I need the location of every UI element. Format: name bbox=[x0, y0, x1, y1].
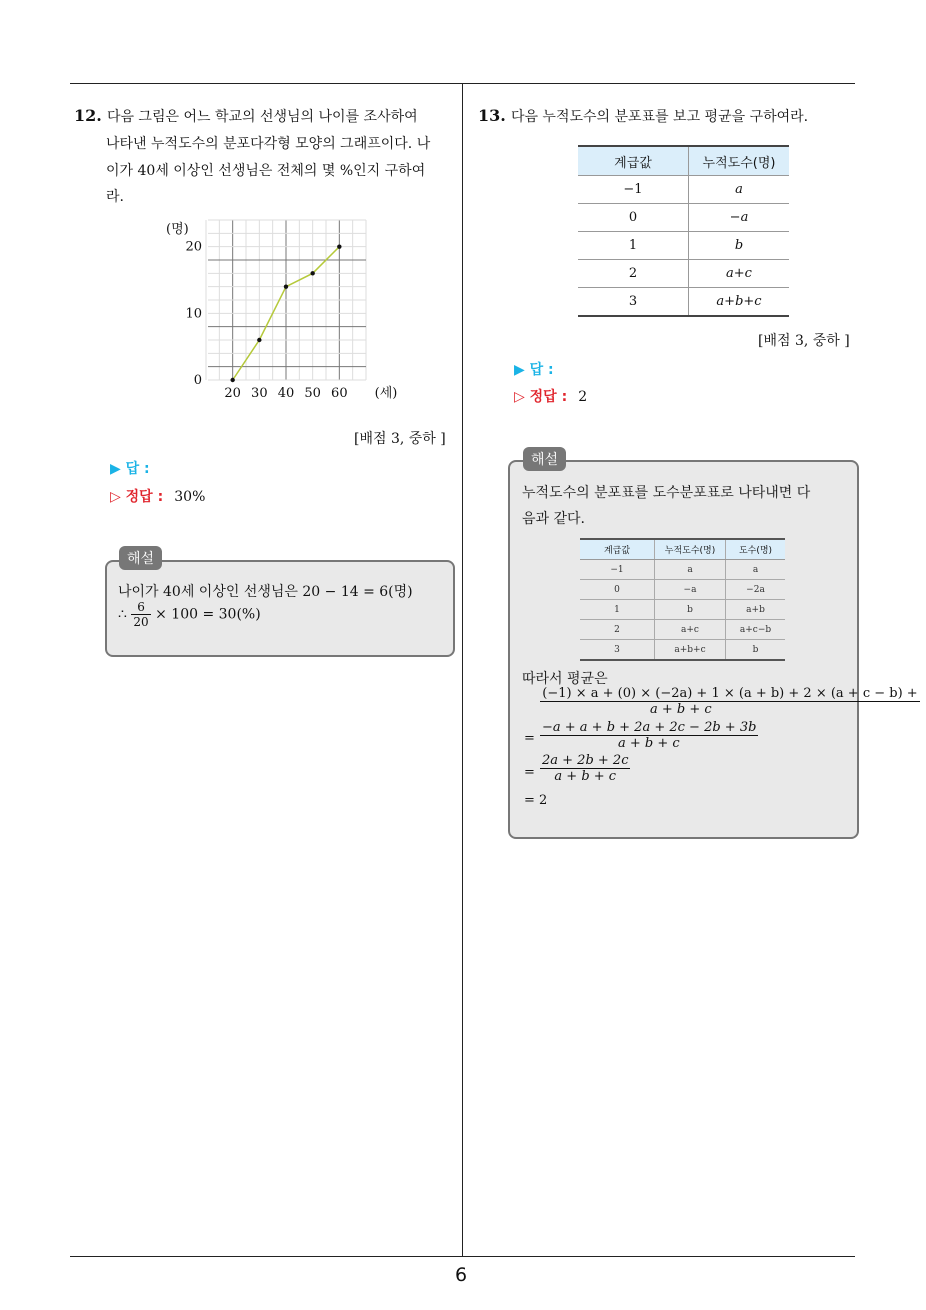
table-row bbox=[580, 560, 785, 580]
solution-fraction-numerator: 6 bbox=[131, 600, 150, 615]
data-point bbox=[230, 378, 234, 382]
question-12-text-line1: 다음 그림은 어느 학교의 선생님의 나이를 조사하여 bbox=[106, 109, 418, 125]
frequency-table bbox=[580, 538, 785, 661]
mean-fraction-1 bbox=[540, 686, 920, 717]
table-cell: a bbox=[726, 560, 786, 580]
chart-grid bbox=[206, 220, 366, 380]
question-12-answer-label: ▶ 답 : bbox=[110, 461, 150, 477]
table-row bbox=[580, 580, 785, 600]
eq-sign-1: = bbox=[524, 731, 535, 746]
question-12-correct bbox=[110, 486, 205, 506]
x-tick-label: 50 bbox=[304, 386, 321, 401]
question-13-number: 13. bbox=[478, 106, 506, 125]
data-point bbox=[337, 244, 341, 248]
cumulative-frequency-chart bbox=[160, 212, 400, 412]
table-header-cumulative: 누적도수(명) bbox=[689, 146, 790, 176]
question-13-correct-label: ▷ 정답 : bbox=[514, 389, 568, 405]
question-12-solution-tag: 해설 bbox=[119, 546, 162, 570]
question-13-solution-tag: 해설 bbox=[523, 447, 566, 471]
table-row bbox=[578, 204, 789, 232]
x-tick-label: 40 bbox=[277, 386, 295, 401]
table-cell: a+c−b bbox=[726, 620, 786, 640]
table-cell: 3 bbox=[580, 640, 655, 661]
data-point bbox=[257, 338, 261, 342]
x-tick-label: 30 bbox=[251, 386, 268, 401]
x-tick-label: 20 bbox=[224, 386, 241, 401]
table-cell: a+c bbox=[689, 260, 790, 288]
question-12-score: [배점 3, 중하 ] bbox=[354, 431, 446, 447]
data-point bbox=[284, 284, 288, 288]
question-13-score: [배점 3, 중하 ] bbox=[758, 333, 850, 349]
solution-fraction bbox=[131, 600, 150, 629]
bottom-rule bbox=[70, 1256, 855, 1257]
y-tick-label: 0 bbox=[193, 373, 202, 388]
y-tick-label: 20 bbox=[185, 239, 202, 255]
question-12-number: 12. bbox=[74, 106, 102, 125]
question-13-solution-line2: 음과 같다. bbox=[522, 511, 585, 527]
mean-fraction-1-numerator: (−1) × a + (0) × (−2a) + 1 × (a + b) + 2 × (a + c − b) + bbox=[540, 686, 920, 702]
mean-fraction-2 bbox=[540, 720, 758, 751]
x-tick-label: 60 bbox=[331, 386, 348, 401]
table-cell: a+c bbox=[655, 620, 726, 640]
page-number: 6 bbox=[455, 1264, 468, 1286]
table-cell: 1 bbox=[578, 232, 689, 260]
table-cell: 2 bbox=[580, 620, 655, 640]
question-13-text: 다음 누적도수의 분포표를 보고 평균을 구하여라. bbox=[510, 109, 809, 125]
table-cell: 0 bbox=[580, 580, 655, 600]
chart-labels bbox=[166, 221, 397, 401]
table-cell: −1 bbox=[580, 560, 655, 580]
question-13 bbox=[478, 104, 808, 131]
table-cell: a+b+c bbox=[655, 640, 726, 661]
table-header-class-value: 계급값 bbox=[578, 146, 689, 176]
question-13-answer-label: ▶ 답 : bbox=[514, 362, 554, 378]
mean-fraction-3 bbox=[540, 753, 630, 784]
mean-fraction-3-numerator: 2a + 2b + 2c bbox=[542, 753, 629, 768]
mean-fraction-2-denominator: a + b + c bbox=[618, 736, 680, 751]
table-cell: 2 bbox=[578, 260, 689, 288]
table-cell: b bbox=[655, 600, 726, 620]
small-table-header: 누적도수(명) bbox=[655, 539, 726, 560]
table-row bbox=[580, 620, 785, 640]
table-row bbox=[578, 232, 789, 260]
table-cell: a bbox=[689, 176, 790, 204]
question-13-correct bbox=[514, 386, 587, 406]
data-point bbox=[310, 271, 314, 275]
therefore-symbol: ∴ bbox=[118, 606, 127, 623]
question-13-correct-value: 2 bbox=[578, 389, 588, 405]
table-cell: −2a bbox=[726, 580, 786, 600]
table-row bbox=[578, 288, 789, 317]
cumulative-frequency-table bbox=[578, 145, 789, 317]
small-table-header: 계급값 bbox=[580, 539, 655, 560]
table-cell: b bbox=[726, 640, 786, 661]
mean-intro: 따라서 평균은 bbox=[522, 671, 608, 687]
table-cell: −a bbox=[689, 204, 790, 232]
column-divider bbox=[462, 84, 463, 1257]
table-cell: a+b+c bbox=[689, 288, 790, 317]
solution-fraction-rest: × 100 = 30(%) bbox=[155, 606, 261, 623]
question-13-solution-line1: 누적도수의 분포표를 도수분포표로 나타내면 다 bbox=[522, 485, 811, 501]
mean-final: = 2 bbox=[524, 793, 548, 808]
table-row bbox=[578, 260, 789, 288]
table-row bbox=[578, 176, 789, 204]
y-tick-label: 10 bbox=[185, 306, 202, 322]
table-cell: a+b bbox=[726, 600, 786, 620]
table-cell: −a bbox=[655, 580, 726, 600]
table-cell: 0 bbox=[578, 204, 689, 232]
table-cell: b bbox=[689, 232, 790, 260]
mean-fraction-2-numerator: −a + a + b + 2a + 2c − 2b + 3b bbox=[542, 720, 757, 735]
table-cell: a bbox=[655, 560, 726, 580]
question-12-correct-label: ▷ 정답 : bbox=[110, 489, 164, 505]
mean-fraction-3-denominator: a + b + c bbox=[554, 769, 617, 784]
solution-fraction-denominator: 20 bbox=[133, 615, 149, 629]
table-cell: −1 bbox=[578, 176, 689, 204]
question-12-solution-line2 bbox=[118, 600, 261, 629]
question-12 bbox=[74, 104, 458, 131]
table-cell: 1 bbox=[580, 600, 655, 620]
question-12-text-line4: 라. bbox=[106, 189, 124, 205]
table-row bbox=[580, 640, 785, 661]
eq-sign-2: = bbox=[524, 765, 535, 780]
question-12-text-line2: 나타낸 누적도수의 분포다각형 모양의 그래프이다. 나 bbox=[106, 136, 431, 152]
question-12-solution-line1: 나이가 40세 이상인 선생님은 20 − 14 = 6(명) bbox=[118, 584, 413, 600]
question-12-text-line3: 이가 40세 이상인 선생님은 전체의 몇 %인지 구하여 bbox=[106, 163, 426, 179]
small-table-header: 도수(명) bbox=[726, 539, 786, 560]
x-unit-label: (세) bbox=[374, 386, 398, 401]
question-12-correct-value: 30% bbox=[174, 489, 206, 505]
table-cell: 3 bbox=[578, 288, 689, 317]
table-row bbox=[580, 600, 785, 620]
y-unit-label: (명) bbox=[166, 222, 189, 237]
mean-fraction-1-denominator: a + b + c bbox=[650, 702, 712, 717]
